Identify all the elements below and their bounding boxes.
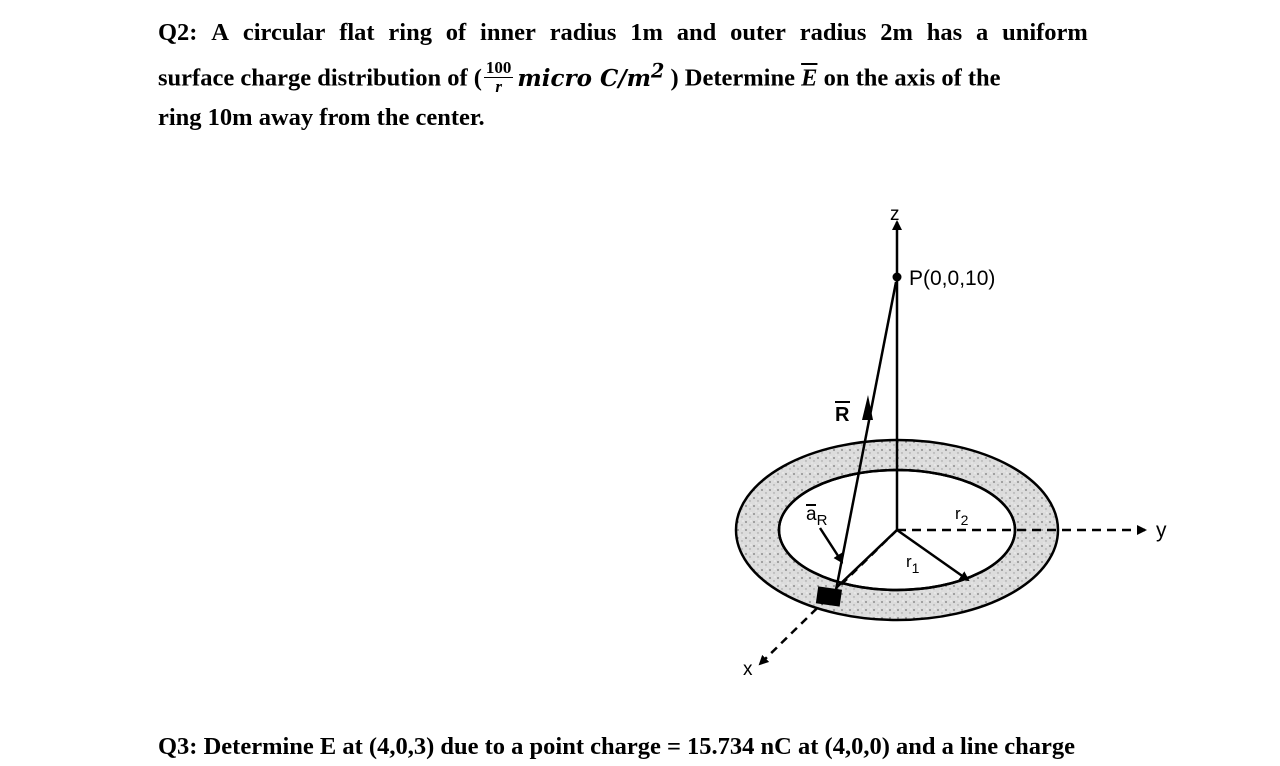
unit-text: micro C/m [517, 64, 652, 92]
y-axis-label: y [1156, 519, 1167, 542]
point-p-label: P(0,0,10) [909, 267, 996, 290]
r1-label-subscript: 1 [911, 560, 920, 576]
ring-diagram [700, 190, 1180, 690]
charge-unit [517, 59, 665, 92]
word: outer [730, 19, 786, 46]
word: and [676, 19, 717, 46]
word: 2m [880, 19, 913, 46]
question-line-2 [158, 52, 1088, 99]
line2-mid: ) Determine [664, 64, 802, 92]
charge-element [816, 586, 842, 606]
word: radius [549, 19, 617, 46]
point-p-marker [893, 273, 902, 282]
next-question-text: Q3: Determine E at (4,0,3) due to a point charge = 15.734 nC at (4,0,0) and a line charge [158, 733, 1075, 760]
next-question-partial [158, 728, 1118, 760]
word: has [926, 19, 963, 46]
question-q2 [158, 14, 1088, 137]
word: uniform [1002, 19, 1088, 46]
r1-label [906, 552, 920, 576]
fraction-numerator: 100 [485, 57, 512, 77]
word: Q2: [158, 19, 198, 46]
ar-label-base: a [806, 504, 817, 525]
fraction [484, 59, 514, 96]
line2-prefix: surface charge distribution of ( [158, 64, 482, 92]
line2-suffix: on the axis of the [817, 64, 1001, 92]
question-line-3: ring 10m away from the center. [158, 103, 485, 131]
ar-unit-vector [820, 528, 842, 562]
unit-exponent: 2 [651, 59, 665, 82]
r-vector [836, 282, 896, 590]
r1-label-base: r [906, 552, 912, 571]
ar-label-subscript: R [816, 512, 828, 529]
ar-label [806, 504, 828, 529]
word: a [976, 19, 989, 46]
word: flat [339, 19, 375, 46]
z-axis-label: z [890, 204, 900, 225]
word: radius [799, 19, 867, 46]
r-vector-label: R [835, 404, 850, 426]
word: inner [480, 19, 536, 46]
word: 1m [630, 19, 663, 46]
word: ring [388, 19, 432, 46]
word: of [445, 19, 467, 46]
r2-label-base: r [955, 504, 961, 523]
fraction-denominator: r [495, 76, 502, 96]
r2-label-subscript: 2 [960, 512, 969, 528]
x-axis-label: x [743, 659, 753, 680]
word: circular [242, 19, 326, 46]
question-line-1 [158, 14, 1088, 52]
e-field-symbol: $\overline{E}$ [801, 64, 818, 92]
r2-label [955, 504, 969, 528]
word: A [211, 19, 229, 46]
